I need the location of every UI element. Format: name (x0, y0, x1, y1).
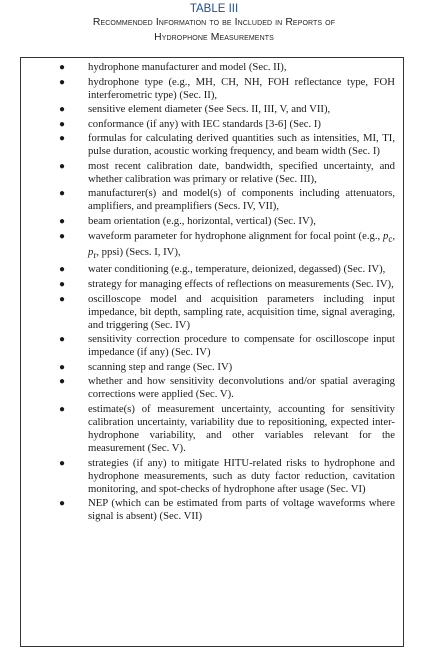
list-item (21, 403, 395, 455)
list-item (21, 187, 395, 213)
list-item-text: sensitivity correction procedure to compensate for oscilloscope input impedance (if any) (Sec. IV) (88, 333, 395, 359)
bullet-icon: ● (59, 62, 66, 73)
list-item-text: strategies (if any) to mitigate HITU-related risks to hydrophone and hydrophone measurements, such as duty factor reduction, cavitation monitoring, and spot-checks of hydrophone after usage (Sec. VI) (88, 456, 395, 495)
table-title-line2: Hydrophone Measurements (154, 31, 274, 43)
list-item (21, 278, 395, 291)
list-item (21, 361, 395, 374)
bullet-icon: ● (59, 334, 66, 346)
bullet-icon: ● (59, 498, 66, 510)
table-caption (0, 0, 428, 45)
list-item (21, 132, 395, 158)
list-item (21, 375, 395, 401)
list-item-text: sensitive element diameter (See Secs. II, III, V, and VII), (88, 103, 331, 116)
bullet-icon: ● (59, 457, 66, 469)
list-item-text: estimate(s) of measurement uncertainty, accounting for sensitivity calibration uncertainty, variability due to repositioning, expected inter-hydrophone variability, and other variables relevant for the measurement (Sec. V). (88, 402, 395, 455)
bullet-icon: ● (59, 160, 66, 172)
list-item-text: strategy for managing effects of reflections on measurements (Sec. IV), (88, 277, 394, 290)
list-item-text: waveform parameter for hydrophone alignment for focal point (e.g., $p_c$, $p_r$, ppsi) (Secs. I, IV), (88, 229, 395, 260)
bullet-icon: ● (59, 361, 66, 373)
list-item (21, 103, 395, 116)
bullet-icon: ● (59, 230, 66, 242)
list-item-text: oscilloscope model and acquisition parameters including input impedance, bit depth, sampling rate, acquisition time, signal averaging, and triggering (Sec. IV) (88, 292, 395, 331)
table-title-line1: Recommended Information to be Included in Reports of (92, 17, 336, 28)
list-item (21, 333, 395, 359)
list-item (21, 263, 395, 276)
list-item (21, 497, 395, 523)
list-item (21, 118, 395, 131)
bullet-icon: ● (59, 188, 66, 200)
bullet-icon: ● (59, 76, 66, 88)
table-label: TABLE III (189, 3, 239, 15)
bullet-icon: ● (59, 264, 66, 276)
bullet-icon: ● (59, 216, 66, 228)
list-item (21, 215, 395, 228)
list-item (21, 76, 395, 102)
list-item (21, 61, 395, 74)
list-item (21, 457, 395, 496)
list-item (21, 230, 395, 262)
list-item-text: whether and how sensitivity deconvolutions and/or spatial averaging corrections were applied (Sec. V). (88, 375, 395, 401)
bullet-icon: ● (59, 376, 66, 388)
list-item-text: most recent calibration date, bandwidth, specified uncertainty, and whether calibration was primary or relative (Sec. III), (88, 159, 395, 185)
list-item-text: scanning step and range (Sec. IV) (88, 360, 233, 373)
list-item-text: manufacturer(s) and model(s) of components including attenuators, amplifiers, and preamplifiers (Secs. IV, VII), (88, 187, 395, 213)
list-item-text: hydrophone type (e.g., MH, CH, NH, FOH reflectance type, FOH interferometric type) (Sec. II), (88, 75, 395, 101)
list-item-text: water conditioning (e.g., temperature, deionized, degassed) (Sec. IV), (88, 263, 386, 276)
list-item-text: NEP (which can be estimated from parts of voltage waveforms where signal is absent) (Sec. VII) (88, 497, 395, 523)
bullet-icon: ● (59, 118, 66, 130)
table-box (20, 57, 404, 647)
list-item-text: beam orientation (e.g., horizontal, vertical) (Sec. IV), (88, 215, 316, 228)
bullet-icon: ● (59, 293, 66, 305)
list-item (21, 293, 395, 332)
list-item-text: formulas for calculating derived quantities such as intensities, MI, TI, pulse duration, acoustic working frequency, and beam width (Sec. I) (88, 132, 395, 158)
bullet-icon: ● (59, 104, 66, 116)
bullet-list (21, 58, 403, 523)
bullet-icon: ● (59, 278, 66, 290)
bullet-icon: ● (59, 403, 66, 415)
list-item (21, 160, 395, 186)
list-item-text: conformance (if any) with IEC standards [3-6] (Sec. I) (88, 117, 321, 130)
bullet-icon: ● (59, 133, 66, 145)
list-item-text: hydrophone manufacturer and model (Sec. II), (88, 61, 287, 73)
